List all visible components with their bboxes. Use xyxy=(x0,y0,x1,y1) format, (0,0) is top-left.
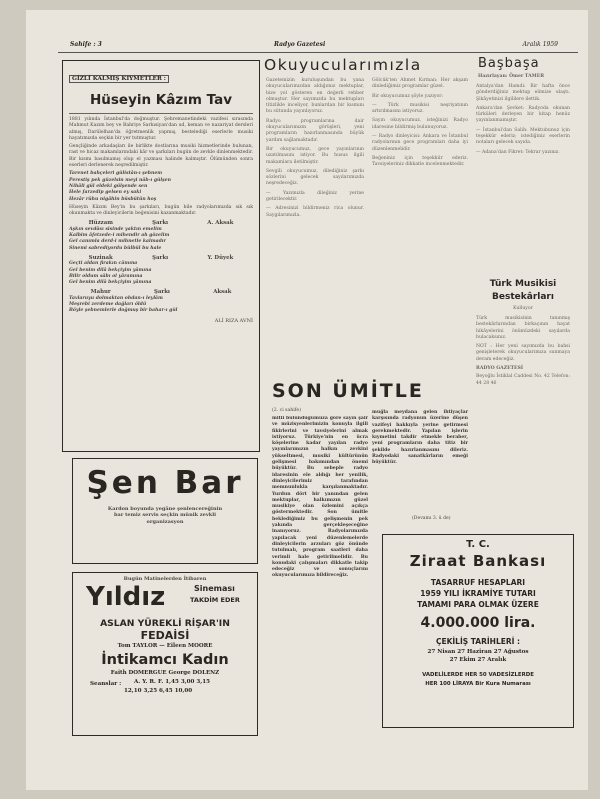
column-paragraph: Gazetemizin kuruluşundan bu yana okuyucularımızdan aldığımız mektuplar, bize yol gösteren en değerli rehber olmuştur. Her sayımızda bu mektupları titizlikle inceliyor, bunlardan bir kısmını bu sütunda yayınlıyoruz. xyxy=(266,78,364,115)
sen-bar-line-3: organizasyon xyxy=(146,518,184,525)
lyric-line: Hezâr rûhu nigâhin büsbütün hoş xyxy=(69,196,157,202)
basbasa-byline: Hazırlayan: Ömer TAMER xyxy=(478,74,545,79)
song-2-lyrics xyxy=(69,261,253,286)
son-umitle-col-1: mitli bulunduğumuza göre sayın şair ve müzisyenlerimizin konuyla ilgili fikirlerini ve tavsiyelerini almak istiyoruz. Türkiye'nin en ücra köşelerine kadar yayılan radyo yayınlarımızın halkın zevkini yükseltmesi, musiki kültürünün gelişmesi bakımından önemi büyüktür. Bu sebeple radyo idaresinin ele aldığı her yenilik, dinleyicilerimiz tarafından memnunlukla karşılanmaktadır. Yurdun dört bir yanından gelen mektuplar, halkımızın güzel musikiye olan özlemini açıkça göstermektedir. Son ümitle beklediğimiz bu gelişmenin pek yakında gerçekleşeceğine inanıyoruz. Radyolarımızda yapılacak yeni düzenlemelerde dinleyicilerin arzuları göz önünde tutulmalı, program saatleri daha verimli hale getirilmelidir. Bu konudaki çalışmaları dikkatle takip edeceğiz ve sonuçlarını okuyucularımıza bildireceğiz. xyxy=(272,416,368,579)
son-umitle-continued: (Devamı 3. ü de) xyxy=(412,516,451,521)
author-signature: ALİ RIZA AVNİ xyxy=(214,317,253,324)
column-paragraph: — Türk musikisi neşriyatının artırılmasını istiyoruz. xyxy=(372,102,468,115)
prize-amount: 4.000.000 lira. xyxy=(420,615,536,631)
film-1-title-b: FEDAİSİ xyxy=(140,629,190,643)
film-1-cast: Tom TAYLOR — Eileen MOORE xyxy=(117,643,213,650)
paragraph-2: Gençliğinde arkadaşları ile birlikte dostlarına musiki hizmetlerinde bulunan, rast ve hicaz makamlarındaki kâr ve şarkıları bugün de zevkle dinlenmektedir. Bir kısmı basılmamış olup el yazması halinde kalmıştır. Ölümünden sonra eserleri derlenerek neşredilmiştir. xyxy=(69,144,253,169)
film-2-cast: Faith DOMERGUE George DOLENZ xyxy=(110,670,220,677)
cinema-brand xyxy=(78,582,252,616)
column-paragraph: Beyoğlu İstiklal Caddesi No. 42 Telefon: 44 28 46 xyxy=(476,374,570,386)
son-umitle-col-2: muğla meydana gelen ihtiyaçlar karşısında radyonun üzerine düşen vazifeyi hakkıyla yerine getirmesi gerekmektedir. Yapılan işlerin kıymetini takdir etmekle beraber, yeni programların daha titiz bir şekilde hazırlanmasını dileriz. Radyodaki sanatkârların emeği büyüktür. xyxy=(372,410,468,466)
showtimes-row-2: 12,10 3,25 6,45 10,00 xyxy=(124,688,193,695)
lyric-line: Perestiş pek güzelsin meyi nâb-ı gülşen xyxy=(69,177,171,183)
lyric-line: Aşkın sevdâsı sisinde yaktın emelim xyxy=(69,226,162,232)
okuyucularimizla-title: Okuyucularımızla xyxy=(264,56,422,74)
column-paragraph: NOT : Her yeni sayımızda bu bahsi genişleterek okuyucularımıza sunmaya devam edeceğiz. xyxy=(476,344,570,362)
makam: Suzinak xyxy=(88,254,113,261)
column-paragraph: — Adresinizi bildirmeniz rica olunur. Saygılarımızla. xyxy=(266,206,364,218)
column-paragraph: Sayın okuyucumuz, isteğinizi Radyo idaresine bildirmiş bulunuyoruz. xyxy=(372,118,468,130)
ad-intro: Bugün Matinelerden İtibaren xyxy=(123,576,207,582)
sen-bar-title: Şen Bar xyxy=(86,465,244,501)
son-umitle-intro: (2. ci sahife) xyxy=(272,408,301,413)
lyric-line: Meşrebi zerdeme dağları öldü xyxy=(69,302,147,308)
lyric-line: Hele farzedip gelsen ey saki xyxy=(69,190,142,196)
column-paragraph: — Adana'dan Fikret: Tekrar yazınız. xyxy=(476,149,560,155)
cinema-sinemasi: Sineması xyxy=(194,584,235,594)
lyrics-1 xyxy=(69,171,253,202)
ziraat-bankasi-ad xyxy=(382,534,574,728)
column-paragraph: — Yazımızla dileğiniz yerine getirilecektir. xyxy=(266,190,364,203)
song-3-lyrics xyxy=(69,296,253,315)
son-umitle-title: SON ÜMİTLE xyxy=(272,380,424,402)
lyric-line: Tavlaruyu dolmaktan ohdan-ı leylâm xyxy=(69,295,163,301)
sen-bar-line-2: bar temiz servis seçkin münik zevkli xyxy=(114,512,216,519)
draw-dates-label: ÇEKİLİŞ TARİHLERİ : xyxy=(435,637,521,646)
column-paragraph: Bir okuyucumuz şöyle yazıyor: xyxy=(372,93,443,99)
lyric-line: Gel benim dilâ bekçiyim yâmına xyxy=(69,267,152,273)
column-paragraph: Ankara'dan Şevket: Radyoda okunan türküleri derleyen bir kitap henüz yayınlanmamıştır. xyxy=(476,105,570,124)
film-1-title-a: ASLAN YÜREKLİ RİŞAR'IN xyxy=(100,618,230,630)
ziraat-line-2: 1959 YILI İKRAMİYE TUTARI xyxy=(420,589,536,598)
column-paragraph: — Radyo dinleyicisi: Ankara ve İstanbul radyolarının gece programları daha iyi düzenlenmelidir. xyxy=(372,134,468,152)
showtimes-row-1: A. Y. R. F. 1,45 3,00 3,15 xyxy=(134,679,211,686)
ziraat-line-3: TAMAMI PARA OLMAK ÜZERE xyxy=(417,600,539,609)
turk-musikisi-title: Türk Musikisi Bestekârları xyxy=(489,279,557,302)
lyric-line: Nihâli gül eldeki gülşende sen xyxy=(69,183,148,189)
okuyucular-col-2 xyxy=(372,78,468,169)
film-2-title: İntikamcı Kadın xyxy=(101,652,229,669)
ziraat-line-1: TASARRUF HESAPLARI xyxy=(430,578,526,587)
makam: Mahur xyxy=(90,289,111,296)
column-paragraph: Türk musikisinin tanınmış bestekârlarından birkaçının hayat hikâyelerini önümüzdeki sayılarda bulacaksınız. xyxy=(476,316,570,340)
turk-musikisi-text xyxy=(476,316,570,387)
paragraph-1: 1881 yılında İstanbul'da doğmuştur. Şehremanetindeki vazifesi sırasında Mahmut Kazım bey ve Bahriye Sarkısiyan'dan ud, keman ve nazariyat dersleri almış, Darülelhan'da öğretmenlik yapmış, bestelediği eserlerle musiki hayatımızda seçkin bir yer tutmuştur. xyxy=(69,117,253,141)
turk-musikisi-sub: Kulluyor xyxy=(513,306,533,311)
composer: A. Aksak xyxy=(207,220,234,227)
bank-name: Ziraat Bankası xyxy=(409,552,547,570)
yildiz-cinema-ad xyxy=(72,572,258,736)
page-header xyxy=(44,38,578,52)
header-paper-name: Radyo Gazetesi xyxy=(274,41,326,48)
section-label: GİZLİ KALMIŞ KIYMETLER : xyxy=(69,75,169,83)
column-paragraph: Sevgili okuyucumuz, dilediğiniz şarkı sözlerini gelecek sayılarımızda neşredeceğiz. xyxy=(266,168,364,187)
sen-bar-line-1: Kardon boyunda yegâne şenlencereğinin xyxy=(107,506,223,512)
column-paragraph: Beğeniniz için teşekkür ederiz. Tavsiyeleriniz dikkatle incelenmektedir. xyxy=(372,155,468,168)
lyric-line: Kalbim âfetzede-i mihendir ah gözelim xyxy=(69,233,170,239)
sen-bar-ad xyxy=(72,458,258,564)
song-1-heading xyxy=(69,220,253,226)
header-rule xyxy=(58,52,578,53)
okuyucular-col-1 xyxy=(266,78,364,219)
lyric-line: Gel benim dilâ bekçiyim yâmına xyxy=(69,280,152,286)
form: Şarkı xyxy=(153,289,170,296)
lyric-line: Tarenet bahçeleri gülistân-ı şebnem xyxy=(69,171,163,177)
divider xyxy=(69,113,253,114)
lyric-line: Sinemi sabrediyordu bülbül bu hale xyxy=(69,245,162,251)
song-3-heading xyxy=(69,289,253,295)
draw-dates-2: 27 Ekim 27 Aralık xyxy=(449,657,507,663)
cinema-presents: TAKDİM EDER xyxy=(190,596,240,605)
tc-label: T. C. xyxy=(466,539,490,550)
huseyin-kazim-article xyxy=(62,60,260,452)
lyric-line: Geçti aldan firakın câmına xyxy=(69,261,138,267)
column-paragraph: Radyo programlarına dair okuyucularımızın görüşleri, yeni programların hazırlanmasında büyük yardım sağlamaktadır. xyxy=(266,118,364,143)
composer: Y. Düyek xyxy=(207,254,234,261)
draw-dates-1: 27 Nisan 27 Haziran 27 Ağustos xyxy=(427,649,529,655)
ziraat-footer-2: HER 100 LİRAYA Bir Kura Numarası xyxy=(425,681,531,687)
basbasa-title: Başbaşa xyxy=(478,56,540,71)
cinema-name: Yıldız xyxy=(86,582,166,613)
showtimes-label: Seanslar : xyxy=(90,681,122,688)
article-title: Hüseyin Kâzım Tav xyxy=(89,92,233,108)
lyric-line: Gel canımla derd-i mihnetle kalmadır xyxy=(69,239,166,245)
column-paragraph: Antalya'dan Hamdi: Bir hafta önce gönderdiğiniz mektup elimize ulaştı. Şikâyetinizi ilgililere ilettik. xyxy=(476,84,570,102)
paragraph-3: Hüseyin Kâzım Bey'in bu şarkıları, bugün bile radyolarımızda sık sık okunmakta ve dinleyicilerin beğenisini kazanmaktadır. xyxy=(69,204,253,217)
showtimes xyxy=(78,679,252,699)
column-paragraph: Gölcük'ten Ahmet Kırman: Her akşam dinlediğimiz programlar güzel. xyxy=(372,78,468,90)
column-paragraph: — İstanbul'dan Salih: Mektubunuz için teşekkür ederiz; istediğiniz eserlerin notaları gelecek sayıda. xyxy=(476,127,570,146)
header-date: Aralık 1959 xyxy=(522,41,558,48)
lyric-line: Bilir oldum sâbı ol yâramına xyxy=(69,273,143,279)
form: Şarkı xyxy=(152,220,169,227)
column-paragraph: RADYO GAZETESİ xyxy=(476,366,523,372)
composer: Aksak xyxy=(213,289,232,296)
column-paragraph: Bir okuyucumuz, gece yayınlarının uzatılmasını istiyor. Bu husus ilgili makamlara iletilmiştir. xyxy=(266,146,364,165)
song-1-lyrics xyxy=(69,227,253,252)
lyric-line: Böyle şebnemlerle doğmuş bir bahar-ı gül xyxy=(69,308,178,314)
header-page-number: Sahife : 3 xyxy=(70,41,102,48)
makam: Hüzzam xyxy=(88,220,113,227)
basbasa-text xyxy=(476,84,570,156)
ziraat-footer-1: VADELİLERDE HER 50 VADESİZLERDE xyxy=(422,672,534,678)
form: Şarkı xyxy=(152,254,169,261)
